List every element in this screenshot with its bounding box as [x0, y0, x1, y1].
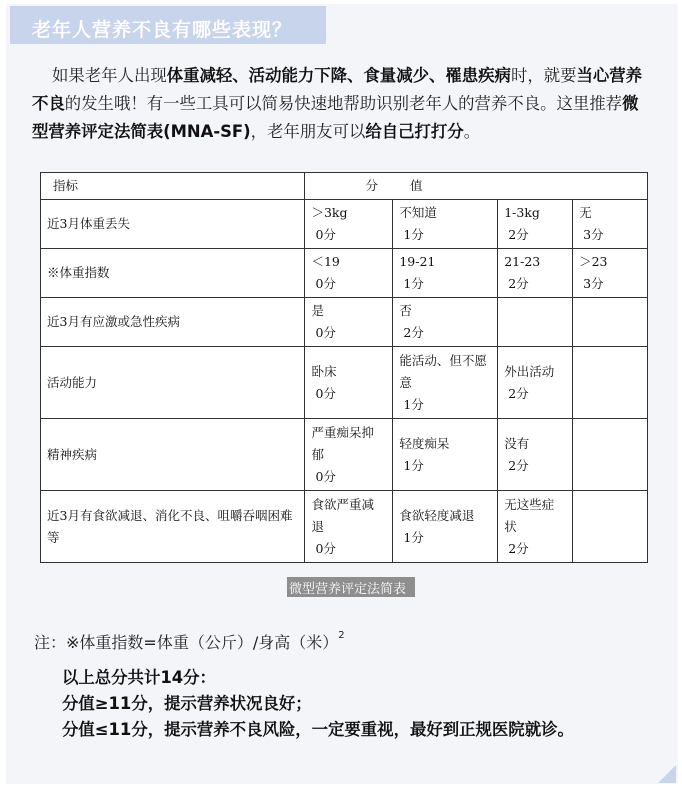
row-indicator-label: 精神疾病 [41, 419, 305, 491]
score-cell [393, 419, 498, 491]
intro-text: ，老年朋友可以 [250, 122, 366, 141]
score-cell [393, 491, 498, 563]
score-option: ＞3kg [311, 205, 348, 220]
bmi-formula: 注：※体重指数=体重（公斤）/身高（米） [34, 633, 339, 652]
score-cell [573, 249, 648, 298]
score-points: 2分 [403, 325, 424, 340]
score-cell [498, 200, 573, 249]
score-cell [393, 249, 498, 298]
score-points: 1分 [403, 396, 424, 412]
score-cell [305, 249, 393, 298]
table-row [41, 419, 648, 491]
intro-text: 如果老年人出现 [52, 66, 167, 85]
intro-text: 。 [463, 122, 481, 141]
table-row [41, 249, 648, 298]
score-option: 轻度痴呆 [399, 435, 450, 451]
score-cell [573, 200, 648, 249]
intro-text: 的发生哦！有一些工具可以简易快速地帮助识别老年人的营养不良。这里推荐 [64, 94, 623, 113]
score-cell [498, 298, 573, 347]
score-option: 没有 [504, 435, 530, 451]
score-points: 2分 [508, 457, 529, 473]
intro-bold-symptoms: 体重减轻、活动能力下降、食量减少、罹患疾病 [166, 66, 511, 85]
score-option: 严重痴呆抑郁 [311, 424, 374, 462]
table-row [41, 347, 648, 419]
row-indicator-label: 近3月体重丢失 [41, 200, 305, 249]
score-cell [305, 491, 393, 563]
row-indicator-label: ※体重指数 [41, 249, 305, 298]
score-cell [573, 298, 648, 347]
score-option: 19-21 [399, 254, 436, 269]
row-indicator-label: 活动能力 [41, 347, 305, 419]
score-cell [498, 347, 573, 419]
row-indicator-label: 近3月有应激或急性疾病 [41, 298, 305, 347]
score-points: 2分 [508, 276, 529, 291]
score-points: 3分 [583, 227, 604, 242]
risk-line: 分值≤11分，提示营养不良风险，一定要重视，最好到正规医院就诊。 [62, 720, 574, 739]
score-option: 1-3kg [504, 205, 540, 220]
score-cell [573, 347, 648, 419]
score-option: 是 [311, 303, 324, 318]
corner-fold [658, 765, 676, 783]
score-points: 0分 [315, 468, 336, 484]
score-option: 否 [399, 303, 412, 318]
score-option: ＞23 [579, 254, 608, 269]
score-cell [393, 298, 498, 347]
total-score-line: 以上总分共计14分： [62, 668, 216, 687]
intro-text: 时，就要 [510, 66, 577, 85]
score-cell [305, 200, 393, 249]
intro-bold-selfscore: 给自己打打分 [365, 122, 464, 141]
score-cell [393, 200, 498, 249]
intro-paragraph [32, 62, 652, 146]
table-row [41, 491, 648, 563]
bmi-note [34, 630, 345, 653]
section-title: 老年人营养不良有哪些表现？ [32, 19, 293, 41]
score-option: 不知道 [399, 205, 437, 220]
score-points: 0分 [315, 276, 336, 291]
mna-sf-table [40, 172, 648, 563]
score-cell [305, 347, 393, 419]
score-option: 外出活动 [504, 363, 555, 379]
score-points: 2分 [508, 540, 529, 556]
table-row [41, 298, 648, 347]
score-cell [305, 419, 393, 491]
score-points: 2分 [508, 227, 529, 242]
score-option: 21-23 [504, 254, 541, 269]
section-title-bar [10, 6, 326, 44]
score-points: 0分 [315, 540, 336, 556]
score-cell [573, 491, 648, 563]
score-points: 1分 [403, 457, 424, 473]
intro-bold-tool: 微型营养评定法简表(MNA-SF) [32, 94, 639, 141]
header-score: 分 值 [305, 173, 648, 200]
table-row [41, 200, 648, 249]
score-points: 1分 [403, 227, 424, 242]
score-points: 0分 [315, 385, 336, 401]
score-option: 卧床 [311, 363, 337, 379]
table-header-row [41, 173, 648, 200]
table-caption: 微型营养评定法简表 [289, 582, 407, 597]
score-option: 无这些症状 [504, 496, 555, 534]
score-cell [498, 491, 573, 563]
header-indicator: 指标 [41, 173, 305, 200]
score-points: 1分 [403, 276, 424, 291]
score-points: 2分 [508, 385, 529, 401]
score-option: 无 [579, 205, 592, 220]
score-option: ＜19 [311, 254, 340, 269]
score-points: 0分 [315, 325, 336, 340]
intro-bold-warning: 当心营养不良 [32, 66, 643, 113]
score-cell [498, 249, 573, 298]
score-option: 能活动、但不愿意 [399, 352, 487, 390]
score-option: 食欲严重减退 [311, 496, 374, 534]
row-indicator-label: 近3月有食欲减退、消化不良、咀嚼吞咽困难等 [41, 491, 305, 563]
score-cell [305, 298, 393, 347]
score-points: 0分 [315, 227, 336, 242]
score-points: 3分 [583, 276, 604, 291]
score-cell [393, 347, 498, 419]
good-nutrition-line: 分值≥11分，提示营养状况良好； [62, 694, 312, 713]
score-option: 食欲轻度减退 [399, 507, 475, 523]
score-points: 1分 [403, 529, 424, 545]
table-caption-box [287, 577, 415, 597]
score-cell [498, 419, 573, 491]
bmi-superscript: 2 [338, 629, 345, 641]
score-cell [573, 419, 648, 491]
